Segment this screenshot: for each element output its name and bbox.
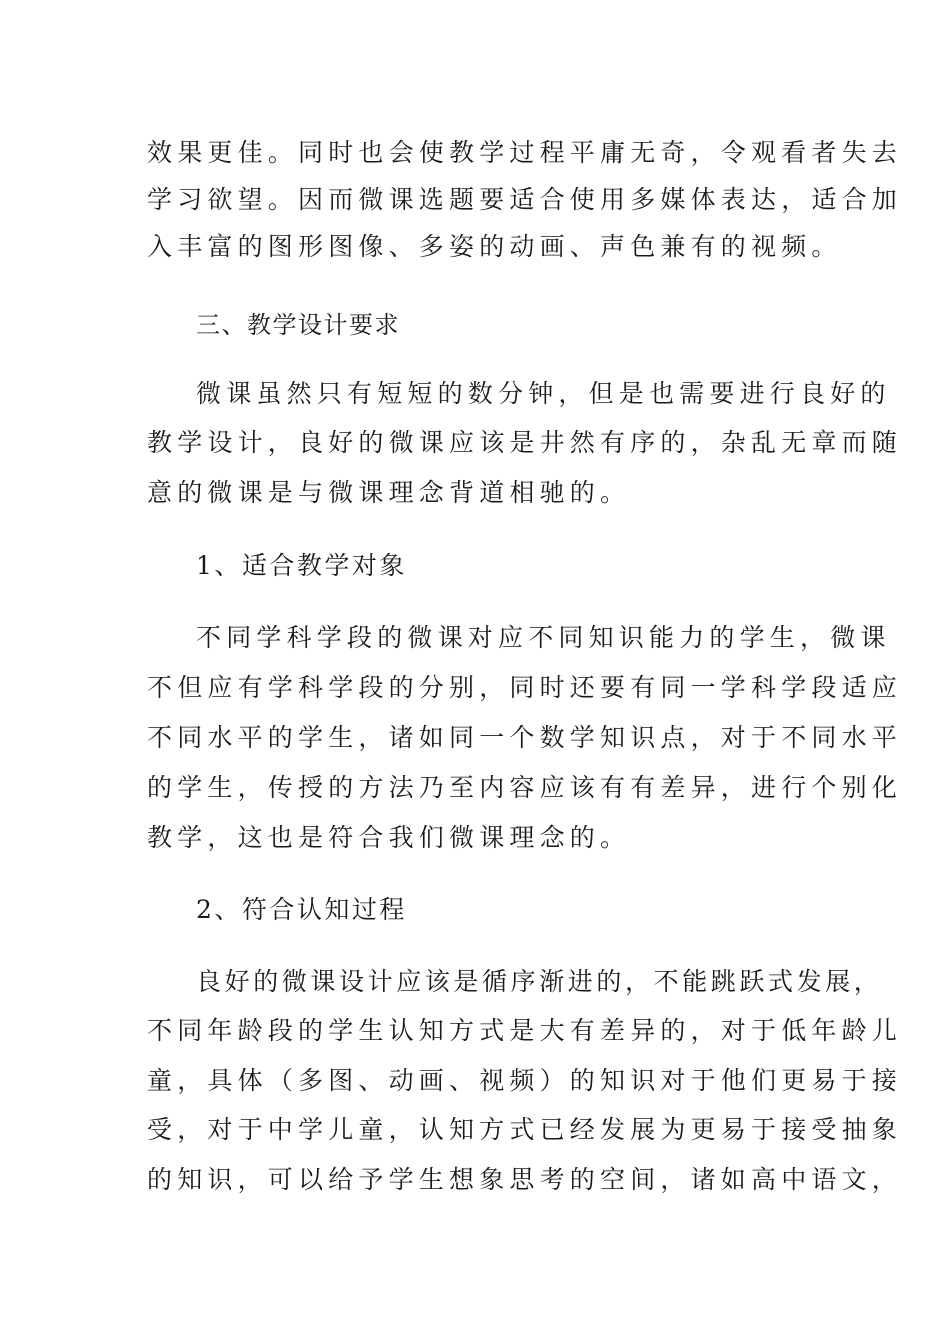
subsection-heading: 1、适合教学对象 (196, 551, 407, 580)
paragraph-line: 微课虽然只有短短的数分钟，但是也需要进行良好的 (196, 379, 891, 408)
paragraph-line: 学习欲望。因而微课选题要适合使用多媒体表达，适合加 (147, 185, 903, 214)
paragraph-line: 不但应有学科学段的分别，同时还要有同一学科学段适应 (147, 673, 903, 702)
paragraph-line: 不同学科学段的微课对应不同知识能力的学生，微课 (196, 623, 891, 652)
section-heading: 三、教学设计要求 (196, 311, 400, 339)
paragraph-line: 的知识，可以给予学生想象思考的空间，诸如高中语文， (147, 1165, 903, 1194)
subsection-heading: 2、符合认知过程 (196, 895, 407, 924)
paragraph-line: 不同水平的学生，诸如同一个数学知识点，对于不同水平 (147, 723, 903, 752)
paragraph-line: 不同年龄段的学生认知方式是大有差异的，对于低年龄儿 (147, 1016, 903, 1045)
paragraph-line: 受，对于中学儿童，认知方式已经发展为更易于接受抽象 (147, 1115, 903, 1144)
paragraph-line: 入丰富的图形图像、多姿的动画、声色兼有的视频。 (147, 232, 842, 261)
paragraph-line: 的学生，传授的方法乃至内容应该有有差异，进行个别化 (147, 773, 903, 802)
paragraph-line: 效果更佳。同时也会使教学过程平庸无奇，令观看者失去 (147, 138, 903, 167)
paragraph-line: 童，具体（多图、动画、视频）的知识对于他们更易于接 (147, 1066, 903, 1095)
paragraph-line: 良好的微课设计应该是循序渐进的，不能跳跃式发展， (196, 967, 883, 996)
paragraph-line: 意的微课是与微课理念背道相驰的。 (147, 478, 631, 507)
paragraph-line: 教学设计，良好的微课应该是井然有序的，杂乱无章而随 (147, 428, 903, 457)
paragraph-line: 教学，这也是符合我们微课理念的。 (147, 823, 631, 852)
